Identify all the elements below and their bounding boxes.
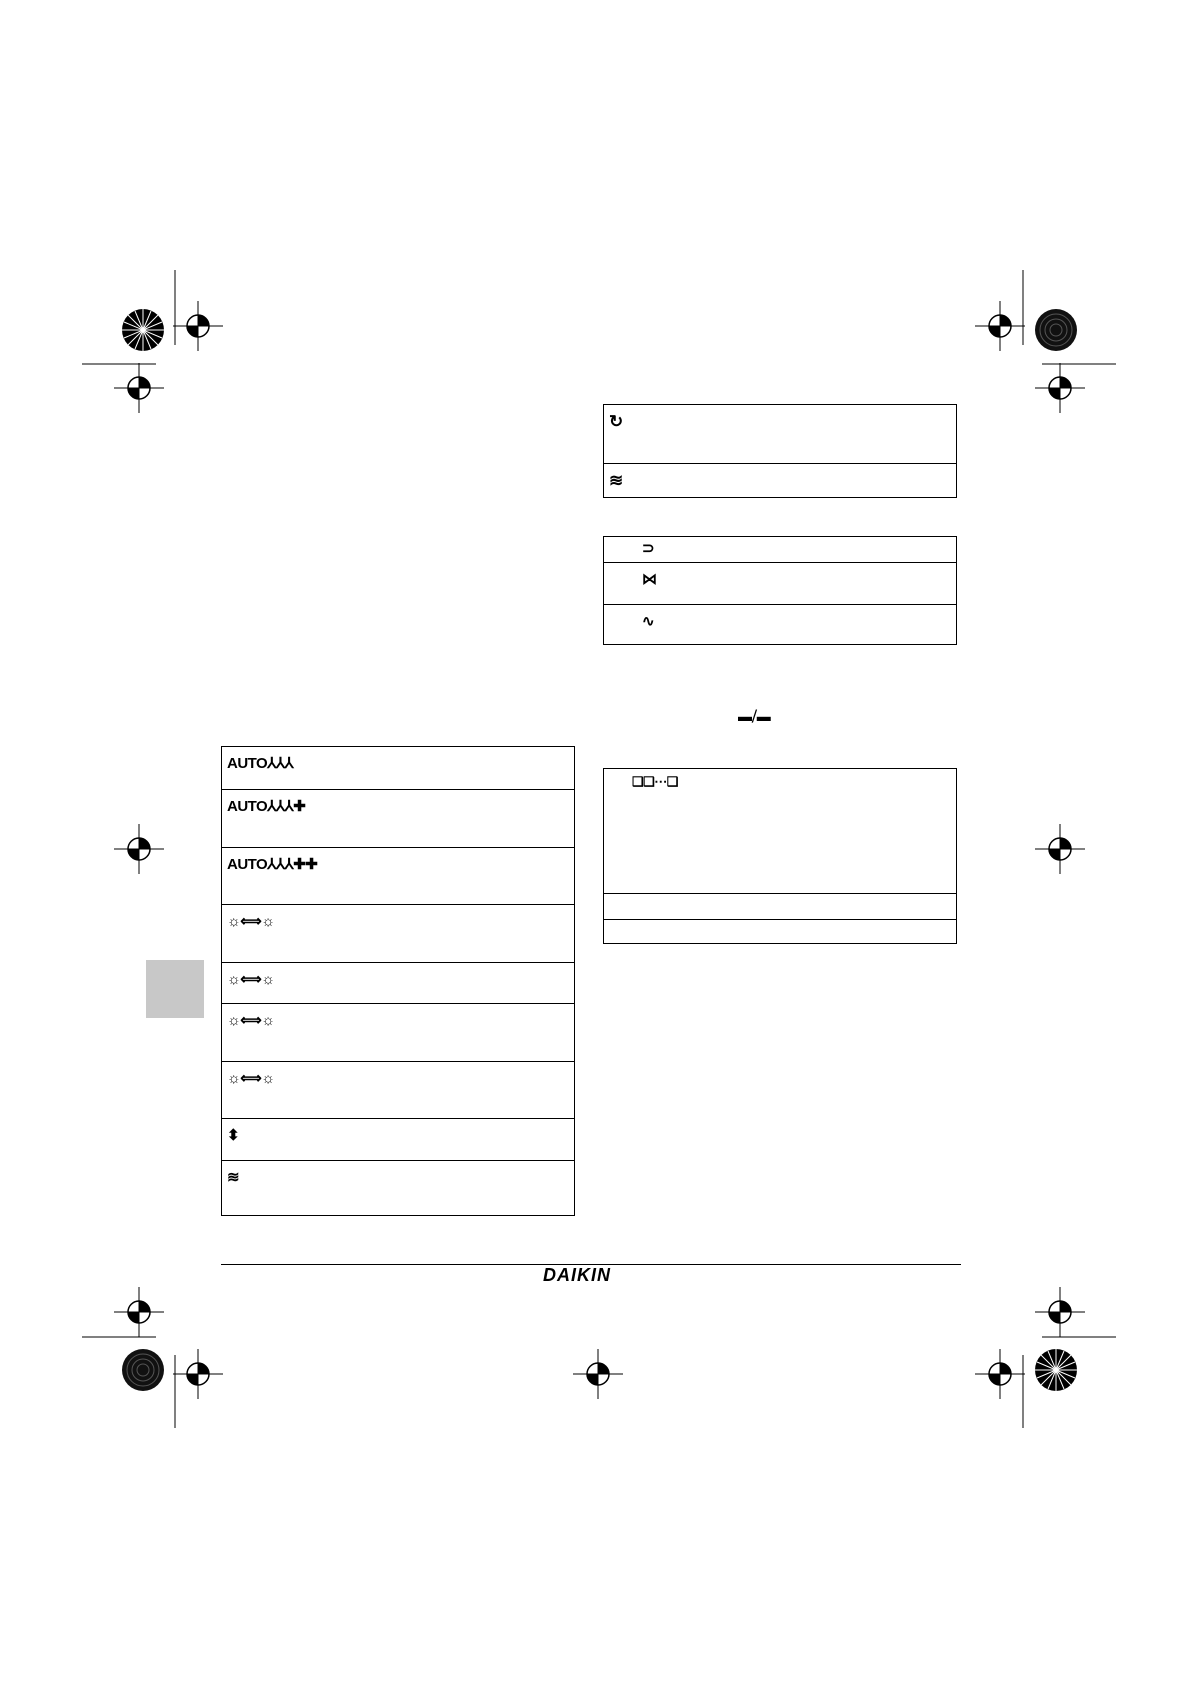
component-icon-table <box>603 536 957 645</box>
table-row <box>222 1061 574 1118</box>
table-row <box>604 769 956 893</box>
heater-icon: ≋ <box>609 471 623 490</box>
table-row <box>222 789 574 847</box>
heat-cool-switch-icon: ☼⟺☼ <box>227 971 275 988</box>
heat-cool-switch-icon: ☼⟺☼ <box>227 1012 275 1029</box>
table-row <box>604 562 956 604</box>
section-tab <box>146 960 204 1018</box>
table-row <box>604 463 956 499</box>
auto-fan-icon: AUTO⅄⅄⅄ <box>227 755 294 772</box>
table-row <box>222 962 574 1003</box>
heat-cool-switch-icon: ☼⟺☼ <box>227 913 275 930</box>
heat-cool-switch-icon: ☼⟺☼ <box>227 1070 275 1087</box>
table-row <box>222 1003 574 1061</box>
units-icon: ❑❑⋯❑ <box>632 774 678 789</box>
table-row <box>604 604 956 646</box>
table-row <box>604 537 956 562</box>
table-row <box>604 919 956 945</box>
fan-mode-table <box>221 746 575 1216</box>
unit-status-table <box>603 768 957 944</box>
up-down-icon: ⬍ <box>227 1127 240 1144</box>
water-check-icon: ≋ <box>227 1169 240 1186</box>
table-row <box>222 1118 574 1160</box>
refresh-icon: ↻ <box>609 412 623 431</box>
table-row <box>222 904 574 962</box>
table-row <box>222 847 574 904</box>
valve-icon: ⋈ <box>642 571 657 588</box>
connection-error-icon: ▬⧸▬ <box>738 708 771 724</box>
table-row <box>604 405 956 463</box>
resistor-icon: ∿ <box>642 613 655 630</box>
table-row <box>604 893 956 919</box>
daikin-logo: DAIKIN <box>543 1265 611 1285</box>
table-row <box>222 747 574 789</box>
operation-icon-table <box>603 404 957 498</box>
auto-fan-plus-icon: AUTO⅄⅄⅄✚ <box>227 798 306 815</box>
pipe-icon: ⊃ <box>642 540 655 557</box>
table-row <box>222 1160 574 1217</box>
auto-fan-plus-plus-icon: AUTO⅄⅄⅄✚✚ <box>227 856 318 873</box>
